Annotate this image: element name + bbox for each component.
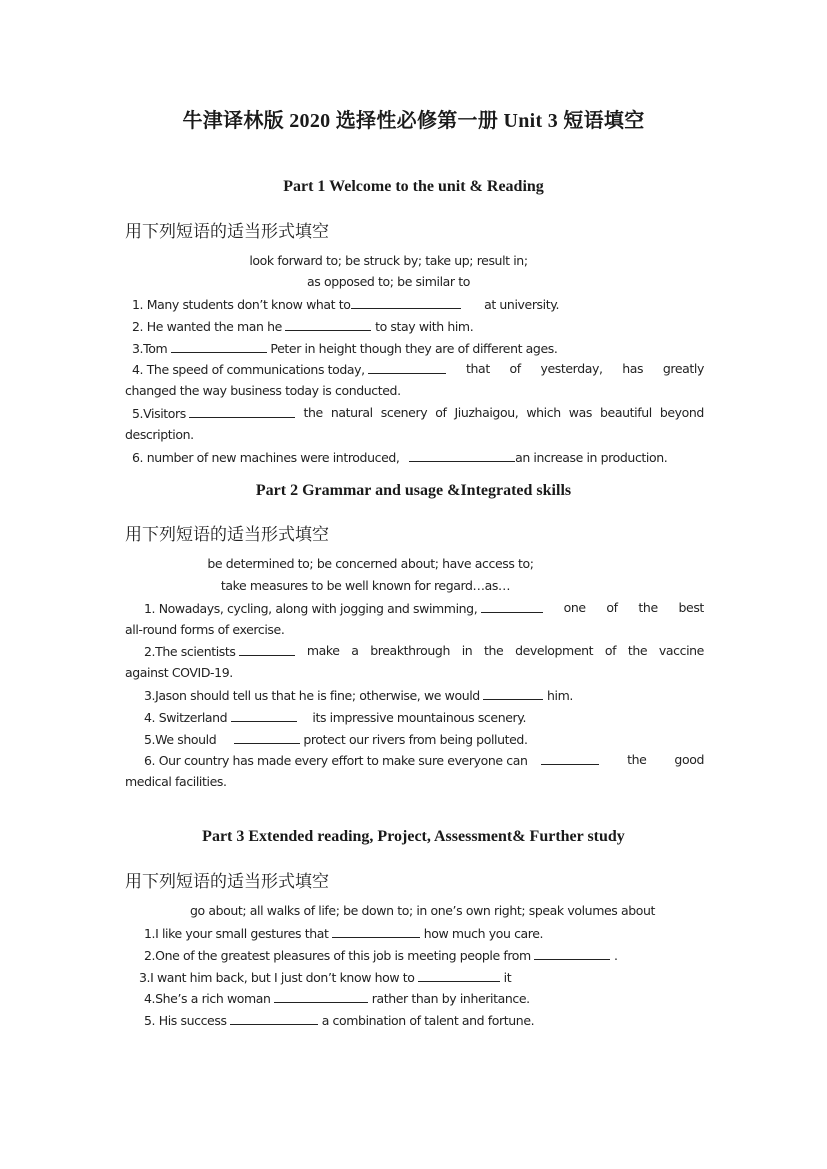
question-word: the	[484, 643, 504, 658]
part-3-question-5	[144, 1012, 534, 1028]
answer-blank[interactable]	[171, 340, 267, 353]
question-word: the	[638, 600, 658, 615]
part-2-question-3	[144, 687, 573, 703]
question-text: him.	[547, 688, 573, 703]
answer-blank[interactable]	[285, 318, 371, 331]
question-word: in	[461, 643, 473, 658]
question-word: was	[568, 405, 592, 420]
question-text: rather than by inheritance.	[371, 991, 530, 1006]
part-2-question-2-continuation: against COVID-19.	[125, 665, 233, 680]
part-3-heading: Part 3 Extended reading, Project, Assessment& Further study	[202, 828, 625, 845]
question-text: 5.Visitors	[132, 406, 186, 421]
question-word: the	[627, 643, 648, 658]
part-1-instruction: 用下列短语的适当形式填空	[125, 222, 329, 242]
part-1-heading: Part 1 Welcome to the unit & Reading	[283, 178, 544, 195]
answer-blank[interactable]	[239, 643, 295, 656]
part-2-instruction: 用下列短语的适当形式填空	[125, 525, 329, 545]
question-text: 1. Nowadays, cycling, along with jogging and swimming,	[144, 601, 478, 616]
question-text: 2.One of the greatest pleasures of this job is meeting people from	[144, 948, 531, 963]
question-text: 4. Switzerland	[144, 710, 228, 725]
question-word: make	[306, 643, 340, 658]
part-1-question-5	[126, 405, 704, 421]
part-2-question-1	[126, 600, 704, 616]
document-title: 牛津译林版 2020 选择性必修第一册 Unit 3 短语填空	[182, 110, 645, 132]
part-3-phrase-bank: go about; all walks of life; be down to; in one’s own right; speak volumes about	[189, 903, 656, 918]
question-word: the	[627, 752, 647, 767]
part-2-question-2	[126, 643, 704, 659]
part-3-question-1	[144, 925, 543, 941]
part-1-question-4-continuation: changed the way business today is conducted.	[125, 383, 401, 398]
answer-blank[interactable]	[418, 969, 500, 982]
question-text: 1.I like your small gestures that	[144, 926, 329, 941]
part-1-phrase-bank-line-2: as opposed to; be similar to	[307, 274, 470, 289]
part-2-phrase-bank-line-1: be determined to; be concerned about; have access to;	[207, 556, 534, 571]
part-2-question-6-continuation: medical facilities.	[125, 774, 227, 789]
question-text: its impressive mountainous scenery.	[312, 710, 527, 725]
question-text: 3.Jason should tell us that he is fine; otherwise, we would	[144, 688, 480, 703]
question-word: yesterday,	[540, 361, 603, 376]
question-word: beyond	[659, 405, 704, 420]
part-1-phrase-bank-line-1: look forward to; be struck by; take up; result in;	[249, 253, 528, 268]
answer-blank[interactable]	[409, 449, 515, 462]
answer-blank[interactable]	[189, 405, 295, 418]
answer-blank[interactable]	[368, 361, 446, 374]
part-2-question-4	[144, 709, 526, 725]
question-word: development	[515, 643, 594, 658]
part-2-question-6	[126, 752, 704, 768]
question-word: a	[351, 643, 359, 658]
answer-blank[interactable]	[481, 600, 543, 613]
answer-blank[interactable]	[274, 990, 368, 1003]
question-word: which	[526, 405, 561, 420]
answer-blank[interactable]	[483, 687, 543, 700]
question-word: of	[604, 643, 617, 658]
question-text: 3.Tom	[132, 341, 168, 356]
question-text: at university.	[484, 297, 560, 312]
question-text: to stay with him.	[375, 319, 474, 334]
question-word: has	[622, 361, 644, 376]
question-text: protect our rivers from being polluted.	[303, 732, 528, 747]
part-2-heading: Part 2 Grammar and usage &Integrated skills	[255, 482, 572, 499]
question-word: natural	[330, 405, 373, 420]
part-3-question-3	[139, 969, 511, 985]
question-text: it	[503, 970, 512, 985]
part-1-question-2	[132, 318, 473, 334]
question-word: Jiuzhaigou,	[454, 405, 519, 420]
part-1-question-3	[132, 340, 557, 356]
question-text: 4. The speed of communications today,	[132, 362, 365, 377]
part-2-question-5	[144, 731, 528, 747]
answer-blank[interactable]	[332, 925, 420, 938]
answer-blank[interactable]	[541, 752, 599, 765]
question-text: 1. Many students don’t know what to	[132, 297, 351, 312]
question-word: of	[606, 600, 618, 615]
question-word: that	[466, 361, 490, 376]
answer-blank[interactable]	[234, 731, 300, 744]
question-text: 6. Our country has made every effort to make sure everyone can	[144, 753, 528, 768]
question-text: how much you care.	[423, 926, 544, 941]
question-text: an increase in production.	[515, 450, 668, 465]
part-3-question-2	[144, 947, 618, 963]
question-word: greatly	[662, 361, 704, 376]
question-text: 5.We should	[144, 732, 217, 747]
answer-blank[interactable]	[231, 709, 297, 722]
question-word: one	[563, 600, 586, 615]
question-text: 4.She’s a rich woman	[144, 991, 271, 1006]
question-text: 5. His success	[144, 1013, 227, 1028]
part-1-question-6	[132, 449, 667, 465]
question-word: of	[509, 361, 521, 376]
question-word: the	[303, 405, 323, 420]
question-word: vaccine	[658, 643, 704, 658]
part-1-question-4	[126, 361, 704, 377]
part-2-question-1-continuation: all-round forms of exercise.	[125, 622, 285, 637]
answer-blank[interactable]	[230, 1012, 318, 1025]
part-1-question-1	[132, 296, 559, 312]
question-word: best	[678, 600, 704, 615]
part-1-question-5-continuation: description.	[125, 427, 194, 442]
question-word: of	[435, 405, 447, 420]
question-text: 3.I want him back, but I just don’t know how to	[139, 970, 415, 985]
part-3-instruction: 用下列短语的适当形式填空	[125, 872, 329, 892]
question-text: 2.The scientists	[144, 644, 236, 659]
part-3-question-4	[144, 990, 530, 1006]
question-word: good	[674, 752, 704, 767]
question-text: 6. number of new machines were introduced,	[132, 450, 400, 465]
question-text: a combination of talent and fortune.	[321, 1013, 535, 1028]
part-2-phrase-bank-line-2: take measures to be well known for regard…as…	[220, 578, 511, 593]
question-word: scenery	[380, 405, 428, 420]
question-word: breakthrough	[370, 643, 450, 658]
question-word: beautiful	[600, 405, 652, 420]
question-text: .	[613, 948, 618, 963]
answer-blank[interactable]	[351, 296, 461, 309]
question-text: 2. He wanted the man he	[132, 319, 282, 334]
answer-blank[interactable]	[534, 947, 610, 960]
question-text: Peter in height though they are of different ages.	[270, 341, 558, 356]
